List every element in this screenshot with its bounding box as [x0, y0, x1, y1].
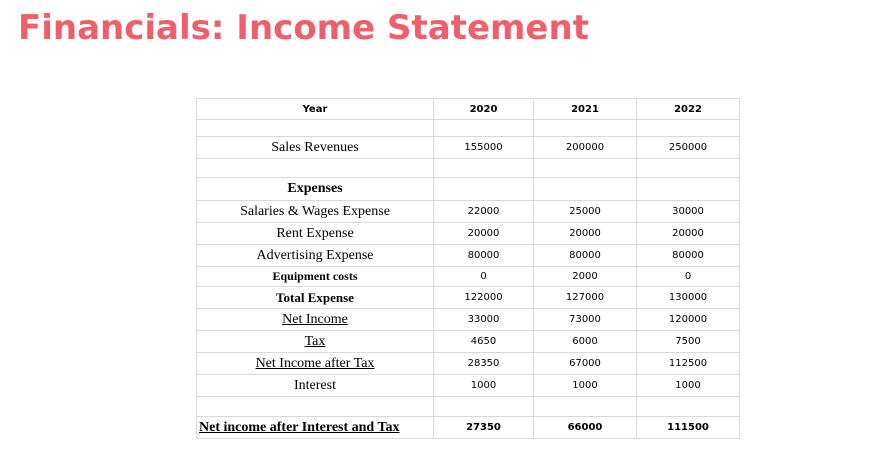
year-2021-header: 2021	[534, 99, 637, 120]
salaries-row	[197, 201, 740, 223]
cell-2021: 20000	[534, 223, 637, 245]
sales-revenues-row	[197, 137, 740, 159]
row-label: Sales Revenues	[197, 137, 434, 159]
cell-2022: 20000	[637, 223, 740, 245]
tax-row	[197, 331, 740, 353]
row-label: Salaries & Wages Expense	[197, 201, 434, 223]
cell-2021: 73000	[534, 309, 637, 331]
cell-2020: 22000	[434, 201, 534, 223]
year-header: Year	[197, 99, 434, 120]
cell-2020: 0	[434, 267, 534, 287]
cell-2022: 112500	[637, 353, 740, 375]
cell-2022: 80000	[637, 245, 740, 267]
rent-row	[197, 223, 740, 245]
expenses-header-row	[197, 178, 740, 201]
interest-row	[197, 375, 740, 397]
year-2022-header: 2022	[637, 99, 740, 120]
cell-2021: 66000	[534, 417, 637, 439]
header-row	[197, 99, 740, 120]
cell-2021: 127000	[534, 287, 637, 309]
cell-2020: 27350	[434, 417, 534, 439]
row-label: Net Income	[197, 309, 434, 331]
cell-2022: 130000	[637, 287, 740, 309]
net-income-after-tax-row	[197, 353, 740, 375]
cell-2022: 7500	[637, 331, 740, 353]
cell-2020: 33000	[434, 309, 534, 331]
total-expense-row	[197, 287, 740, 309]
cell-2021: 200000	[534, 137, 637, 159]
row-label: Rent Expense	[197, 223, 434, 245]
row-label: Equipment costs	[197, 267, 434, 287]
cell-2020: 155000	[434, 137, 534, 159]
cell-2020: 80000	[434, 245, 534, 267]
income-statement-table	[196, 98, 740, 439]
cell-2021: 2000	[534, 267, 637, 287]
row-label: Tax	[197, 331, 434, 353]
cell-2021: 67000	[534, 353, 637, 375]
advertising-row	[197, 245, 740, 267]
expenses-heading: Expenses	[197, 178, 434, 201]
spacer-row	[197, 159, 740, 178]
cell-2021: 6000	[534, 331, 637, 353]
spacer-row	[197, 397, 740, 417]
cell-2020: 28350	[434, 353, 534, 375]
cell-2022: 120000	[637, 309, 740, 331]
row-label: Net Income after Tax	[197, 353, 434, 375]
cell-2022: 111500	[637, 417, 740, 439]
row-label: Total Expense	[197, 287, 434, 309]
cell-2022: 0	[637, 267, 740, 287]
cell-2022: 250000	[637, 137, 740, 159]
cell-2020: 1000	[434, 375, 534, 397]
cell-2022: 1000	[637, 375, 740, 397]
row-label: Advertising Expense	[197, 245, 434, 267]
cell-2021: 80000	[534, 245, 637, 267]
page-title: Financials: Income Statement	[18, 8, 589, 48]
row-label: Net income after Interest and Tax	[197, 417, 434, 439]
cell-2021: 1000	[534, 375, 637, 397]
cell-2022: 30000	[637, 201, 740, 223]
cell-2020: 20000	[434, 223, 534, 245]
cell-2020: 122000	[434, 287, 534, 309]
cell-2020: 4650	[434, 331, 534, 353]
net-income-after-interest-tax-row	[197, 417, 740, 439]
net-income-row	[197, 309, 740, 331]
cell-2021: 25000	[534, 201, 637, 223]
equipment-row	[197, 267, 740, 287]
row-label: Interest	[197, 375, 434, 397]
year-2020-header: 2020	[434, 99, 534, 120]
spacer-row	[197, 120, 740, 137]
